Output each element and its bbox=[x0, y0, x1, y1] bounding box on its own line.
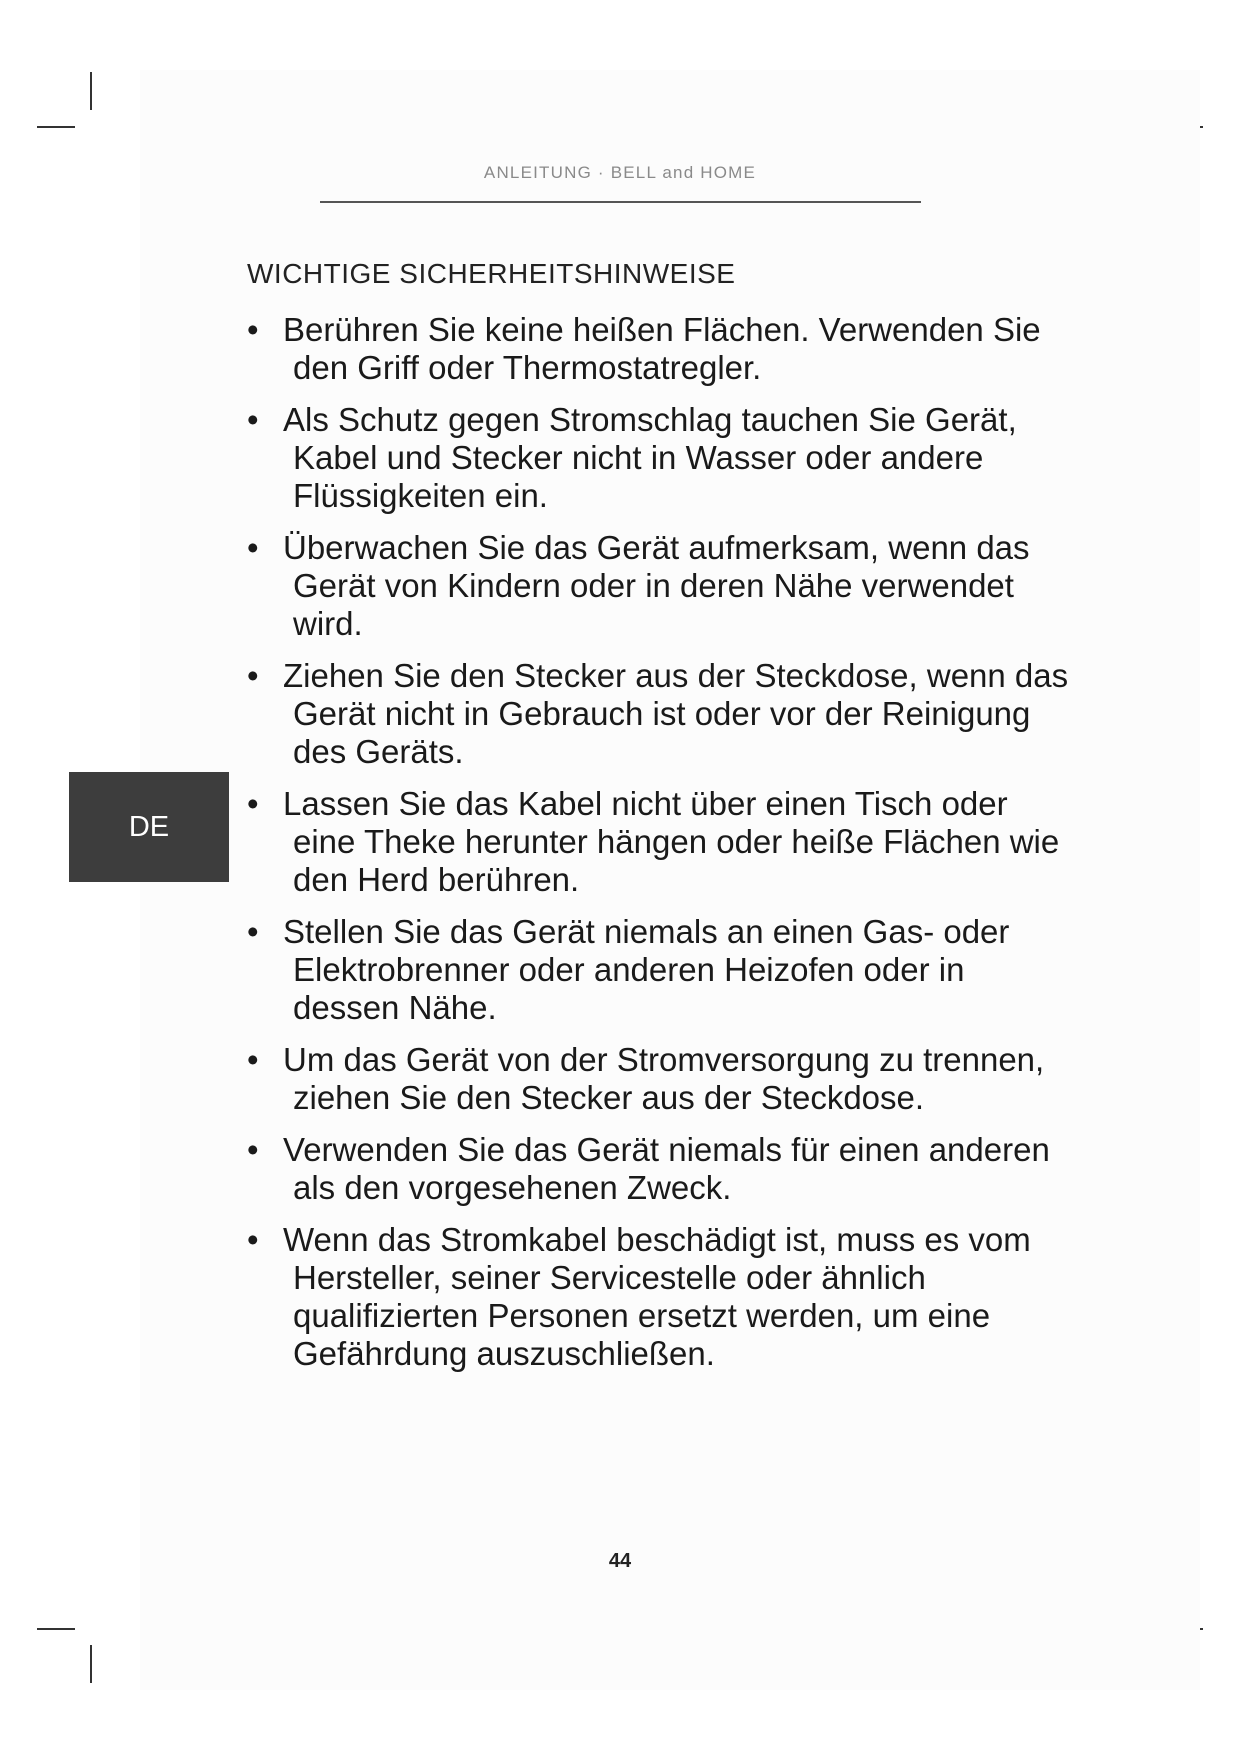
list-item-text: Lassen Sie das Kabel nicht über einen Tisch oder eine Theke herunter hängen oder heiße Flächen wie den Herd berühren. bbox=[283, 785, 1060, 898]
list-item bbox=[247, 401, 1077, 515]
bullet-icon: • bbox=[247, 1221, 259, 1258]
bullet-icon: • bbox=[247, 785, 259, 822]
crop-mark bbox=[37, 126, 75, 128]
crop-mark bbox=[90, 72, 92, 110]
list-item bbox=[247, 311, 1077, 387]
list-item-text: Überwachen Sie das Gerät aufmerksam, wenn das Gerät von Kindern oder in deren Nähe verwendet wird. bbox=[283, 529, 1030, 642]
list-item-text: Ziehen Sie den Stecker aus der Steckdose, wenn das Gerät nicht in Gebrauch ist oder vor der Reinigung des Geräts. bbox=[283, 657, 1069, 770]
bullet-icon: • bbox=[247, 657, 259, 694]
running-header: ANLEITUNG · BELL and HOME bbox=[483, 163, 757, 182]
list-item-text: Verwenden Sie das Gerät niemals für einen anderen als den vorgesehenen Zweck. bbox=[283, 1131, 1050, 1206]
list-item-text: Als Schutz gegen Stromschlag tauchen Sie Gerät, Kabel und Stecker nicht in Wasser oder andere Flüssigkeiten ein. bbox=[283, 401, 1017, 514]
crop-mark bbox=[90, 1645, 92, 1683]
list-item-text: Stellen Sie das Gerät niemals an einen Gas- oder Elektrobrenner oder anderen Heizofen oder in dessen Nähe. bbox=[283, 913, 1010, 1026]
crop-mark bbox=[37, 1628, 75, 1630]
bullet-icon: • bbox=[247, 311, 259, 348]
bullet-icon: • bbox=[247, 529, 259, 566]
bullet-icon: • bbox=[247, 913, 259, 950]
bullet-icon: • bbox=[247, 401, 259, 438]
list-item bbox=[247, 913, 1077, 1027]
bullet-icon: • bbox=[247, 1041, 259, 1078]
list-item bbox=[247, 657, 1077, 771]
list-item-text: Um das Gerät von der Stromversorgung zu trennen, ziehen Sie den Stecker aus der Steckdose. bbox=[283, 1041, 1045, 1116]
header-rule bbox=[320, 201, 921, 203]
list-item bbox=[247, 1041, 1077, 1117]
page-number: 44 bbox=[608, 1550, 632, 1572]
list-item bbox=[247, 529, 1077, 643]
list-item bbox=[247, 1221, 1077, 1373]
section-title: WICHTIGE SICHERHEITSHINWEISE bbox=[247, 258, 736, 289]
list-item bbox=[247, 785, 1077, 899]
language-tab: DE bbox=[69, 772, 229, 882]
list-item bbox=[247, 1131, 1077, 1207]
bullet-icon: • bbox=[247, 1131, 259, 1168]
list-item-text: Berühren Sie keine heißen Flächen. Verwenden Sie den Griff oder Thermostatregler. bbox=[283, 311, 1041, 386]
list-item-text: Wenn das Stromkabel beschädigt ist, muss es vom Hersteller, seiner Servicestelle oder ähnlich qualifizierten Personen ersetzt werden, um eine Gefährdung auszuschließen. bbox=[283, 1221, 1031, 1372]
safety-list bbox=[247, 311, 1077, 1387]
